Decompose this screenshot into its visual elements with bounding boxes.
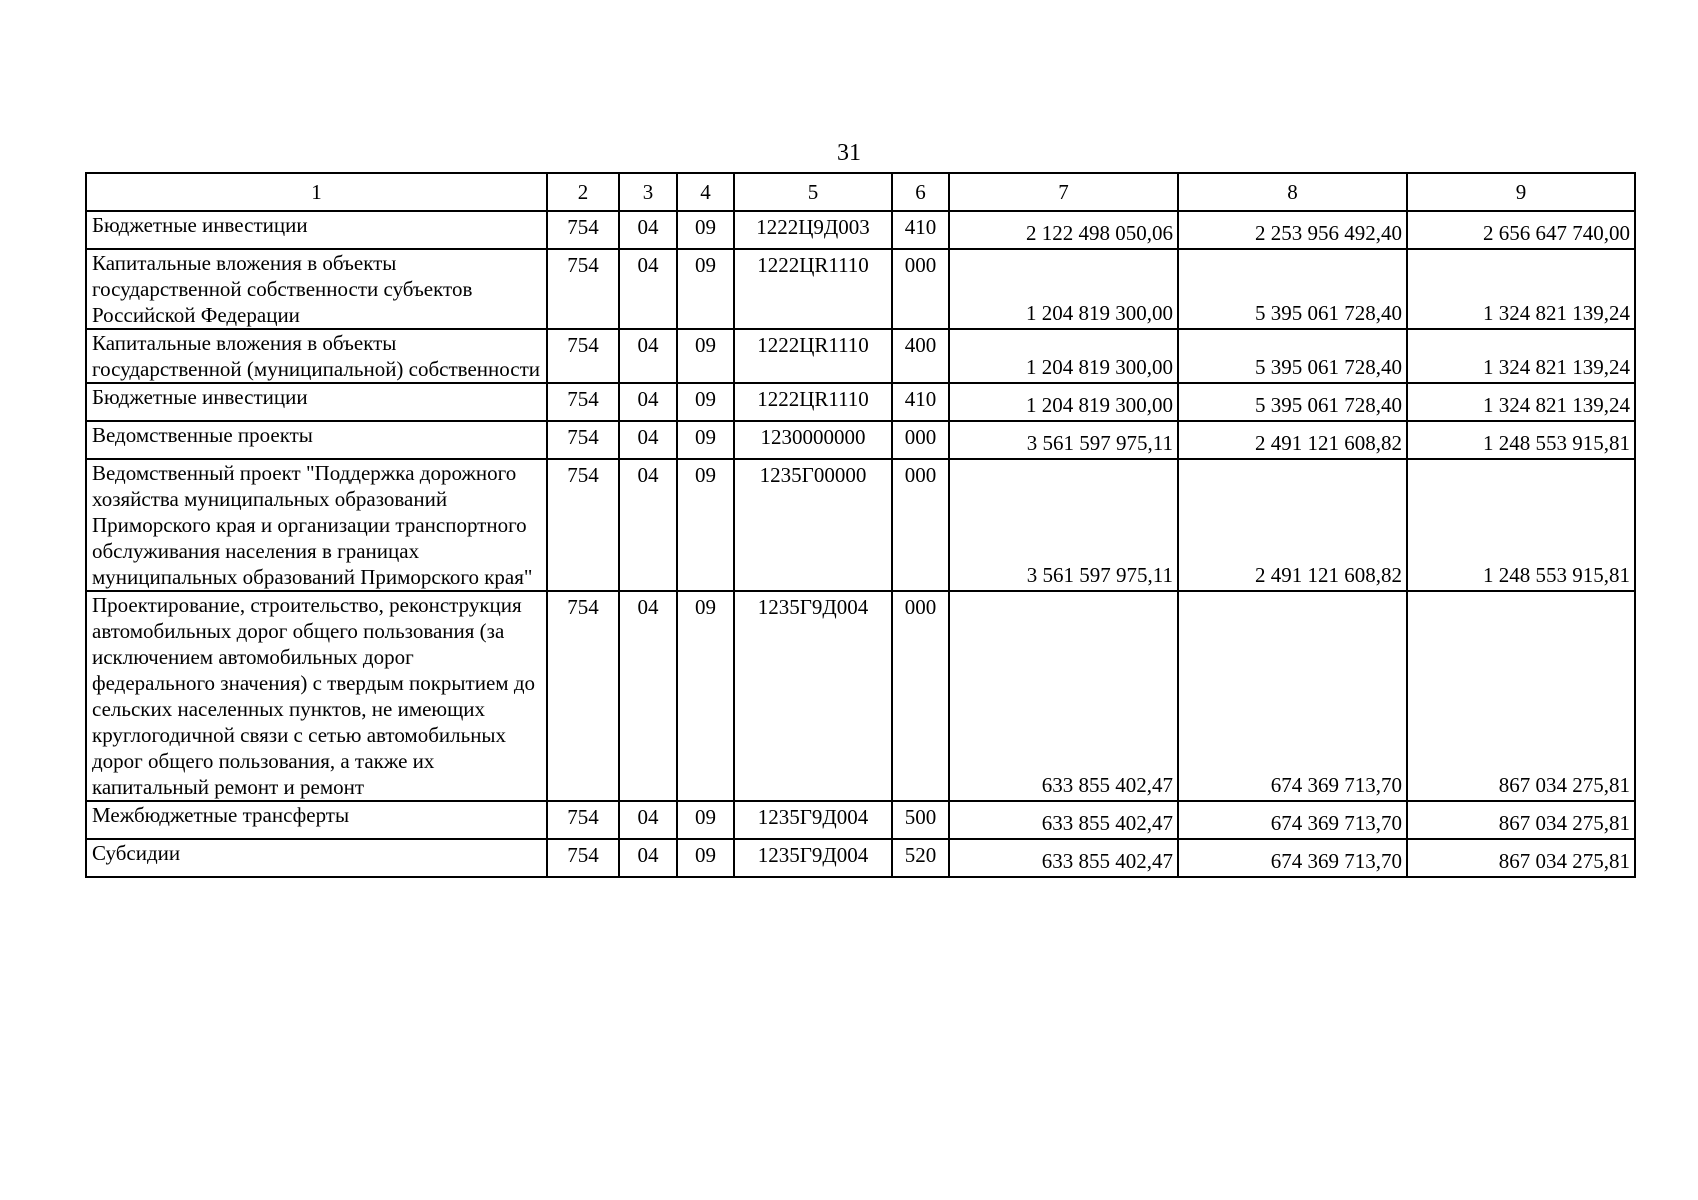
amount-col7: 1 204 819 300,00 (949, 383, 1178, 421)
amount-col7: 1 204 819 300,00 (949, 249, 1178, 329)
code-col6: 520 (892, 839, 949, 877)
code-col3: 04 (619, 383, 677, 421)
budget-table (85, 172, 1636, 878)
amount-col7: 633 855 402,47 (949, 839, 1178, 877)
amount-col8: 674 369 713,70 (1178, 801, 1407, 839)
amount-col7: 3 561 597 975,11 (949, 421, 1178, 459)
column-header: 8 (1178, 173, 1407, 211)
code-col6: 000 (892, 591, 949, 801)
row-name: Бюджетные инвестиции (86, 383, 547, 421)
code-col4: 09 (677, 211, 734, 249)
amount-col9: 1 324 821 139,24 (1407, 249, 1635, 329)
column-header: 9 (1407, 173, 1635, 211)
row-name: Ведомственный проект "Поддержка дорожного хозяйства муниципальных образований Приморского края и организации транспортного обслуживания населения в границах муниципальных образований Приморского края" (86, 459, 547, 591)
code-col3: 04 (619, 801, 677, 839)
amount-col9: 1 248 553 915,81 (1407, 459, 1635, 591)
amount-col7: 633 855 402,47 (949, 591, 1178, 801)
code-col6: 410 (892, 383, 949, 421)
column-header: 2 (547, 173, 619, 211)
code-col5: 1235Г9Д004 (734, 839, 892, 877)
code-col4: 09 (677, 421, 734, 459)
code-col4: 09 (677, 591, 734, 801)
row-name: Межбюджетные трансферты (86, 801, 547, 839)
table-row (86, 383, 1635, 421)
amount-col8: 2 491 121 608,82 (1178, 421, 1407, 459)
code-col2: 754 (547, 421, 619, 459)
table-row (86, 329, 1635, 383)
table-row (86, 801, 1635, 839)
code-col5: 1222ЦR1110 (734, 383, 892, 421)
code-col5: 1222ЦR1110 (734, 249, 892, 329)
code-col4: 09 (677, 801, 734, 839)
code-col4: 09 (677, 329, 734, 383)
code-col5: 1235Г9Д004 (734, 591, 892, 801)
amount-col9: 2 656 647 740,00 (1407, 211, 1635, 249)
row-name: Капитальные вложения в объекты государственной собственности субъектов Российской Федерации (86, 249, 547, 329)
row-name: Ведомственные проекты (86, 421, 547, 459)
amount-col9: 867 034 275,81 (1407, 839, 1635, 877)
code-col2: 754 (547, 329, 619, 383)
amount-col7: 3 561 597 975,11 (949, 459, 1178, 591)
header-row (86, 173, 1635, 211)
column-header: 6 (892, 173, 949, 211)
column-header: 3 (619, 173, 677, 211)
code-col6: 410 (892, 211, 949, 249)
code-col4: 09 (677, 459, 734, 591)
column-header: 4 (677, 173, 734, 211)
page-number: 31 (837, 140, 861, 166)
amount-col8: 5 395 061 728,40 (1178, 329, 1407, 383)
code-col6: 000 (892, 421, 949, 459)
column-header: 1 (86, 173, 547, 211)
amount-col8: 2 253 956 492,40 (1178, 211, 1407, 249)
table-row (86, 591, 1635, 801)
amount-col8: 674 369 713,70 (1178, 839, 1407, 877)
code-col3: 04 (619, 839, 677, 877)
code-col2: 754 (547, 383, 619, 421)
amount-col7: 1 204 819 300,00 (949, 329, 1178, 383)
amount-col8: 674 369 713,70 (1178, 591, 1407, 801)
code-col2: 754 (547, 591, 619, 801)
code-col4: 09 (677, 249, 734, 329)
table-row (86, 211, 1635, 249)
table-row (86, 249, 1635, 329)
code-col6: 000 (892, 459, 949, 591)
amount-col9: 1 324 821 139,24 (1407, 329, 1635, 383)
code-col3: 04 (619, 249, 677, 329)
code-col2: 754 (547, 459, 619, 591)
code-col2: 754 (547, 211, 619, 249)
table-row (86, 421, 1635, 459)
amount-col8: 2 491 121 608,82 (1178, 459, 1407, 591)
code-col5: 1222Ц9Д003 (734, 211, 892, 249)
code-col6: 500 (892, 801, 949, 839)
amount-col7: 2 122 498 050,06 (949, 211, 1178, 249)
code-col6: 000 (892, 249, 949, 329)
code-col2: 754 (547, 839, 619, 877)
table-row (86, 459, 1635, 591)
column-header: 7 (949, 173, 1178, 211)
code-col2: 754 (547, 249, 619, 329)
code-col4: 09 (677, 839, 734, 877)
code-col3: 04 (619, 211, 677, 249)
table-row (86, 839, 1635, 877)
row-name: Капитальные вложения в объекты государственной (муниципальной) собственности (86, 329, 547, 383)
column-header: 5 (734, 173, 892, 211)
amount-col9: 1 324 821 139,24 (1407, 383, 1635, 421)
code-col3: 04 (619, 421, 677, 459)
amount-col9: 867 034 275,81 (1407, 801, 1635, 839)
amount-col9: 1 248 553 915,81 (1407, 421, 1635, 459)
code-col3: 04 (619, 459, 677, 591)
amount-col9: 867 034 275,81 (1407, 591, 1635, 801)
code-col5: 1222ЦR1110 (734, 329, 892, 383)
row-name: Проектирование, строительство, реконструкция автомобильных дорог общего пользования (за исключением автомобильных дорог федерального значения) с твердым покрытием до сельских населенных пунктов, не имеющих круглогодичной связи с сетью автомобильных дорог общего пользования, а также их капитальный ремонт и ремонт (86, 591, 547, 801)
row-name: Бюджетные инвестиции (86, 211, 547, 249)
code-col2: 754 (547, 801, 619, 839)
code-col6: 400 (892, 329, 949, 383)
code-col4: 09 (677, 383, 734, 421)
code-col3: 04 (619, 329, 677, 383)
code-col5: 1235Г00000 (734, 459, 892, 591)
row-name: Субсидии (86, 839, 547, 877)
code-col5: 1230000000 (734, 421, 892, 459)
amount-col7: 633 855 402,47 (949, 801, 1178, 839)
amount-col8: 5 395 061 728,40 (1178, 383, 1407, 421)
amount-col8: 5 395 061 728,40 (1178, 249, 1407, 329)
code-col5: 1235Г9Д004 (734, 801, 892, 839)
code-col3: 04 (619, 591, 677, 801)
